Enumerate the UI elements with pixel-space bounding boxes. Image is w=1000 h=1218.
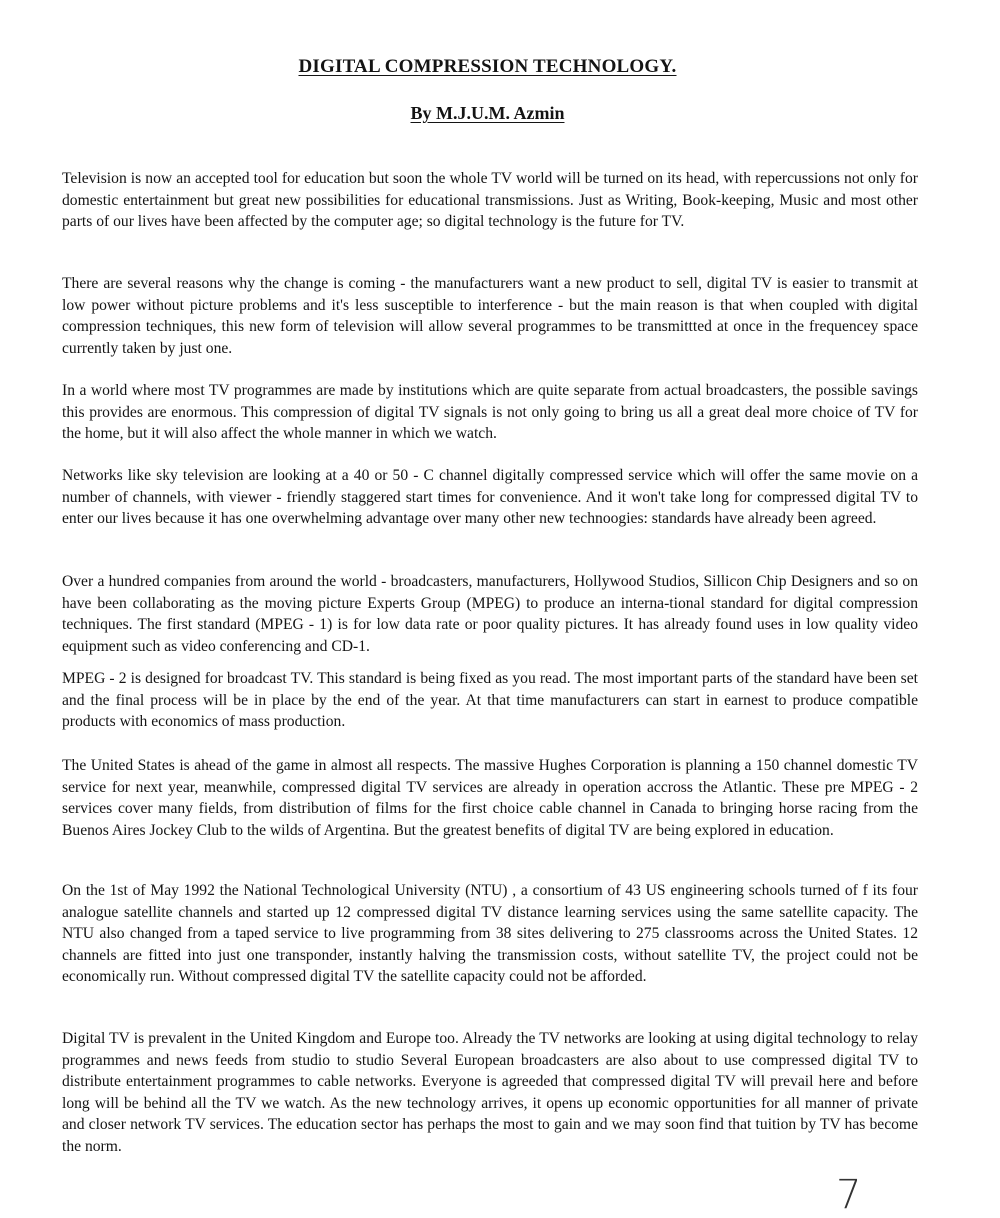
- paragraph-5: Over a hundred companies from around the world - broadcasters, manufacturers, Hollywood Studios, Sillicon Chip Designers and so on have been collaborating as the moving picture Experts Group (MPEG) to produce an interna-tional standard for digital compression techniques. The first standard (MPEG - 1) is for low data rate or poor quality pictures. It has already found uses in low quality video equipment such as video conferencing and CD-1.: [62, 573, 918, 655]
- paragraph-9: Digital TV is prevalent in the United Kingdom and Europe too. Already the TV networks are looking at using digital technology to relay programmes and news feeds from studio to studio Several European broadcasters are also about to use compressed digital TV to distribute entertainment programmes to cable networks. Everyone is agreeded that compressed digital TV will prevail here and before long will be behind all the TV we watch. As the new technology arrives, it opens up economic opportunities for all manner of private and closer network TV services. The education sector has perhaps the most to gain and we may soon find that tuition by TV has become the norm.: [62, 1030, 918, 1155]
- paragraph-1: Television is now an accepted tool for education but soon the whole TV world will be turned on its head, with repercussions not only for domestic entertainment but great new possibilities for educational transmissions. Just as Writing, Book-keeping, Music and most other parts of our lives have been affected by the computer age; so digital technology is the future for TV.: [62, 170, 918, 230]
- paragraph-6: MPEG - 2 is designed for broadcast TV. This standard is being fixed as you read. The most important parts of the standard have been set and the final process will be in place by the end of the year. At that time manufacturers can start in earnest to produce compatible products with economics of mass production.: [62, 670, 918, 730]
- paragraph-8: On the 1st of May 1992 the National Technological University (NTU) , a consortium of 43 US engineering schools turned of f its four analogue satellite channels and started up 12 compressed digital TV distance learning services using the same satellite capacity. The NTU also changed from a taped service to live programming from 38 sites delivering to 275 classrooms across the United States. 12 channels are fitted into just one transponder, instantly halving the transmission costs, without satellite TV, the project could not be economically run. Without compressed digital TV the satellite capacity could not be afforded.: [62, 882, 918, 985]
- paragraph-7: The United States is ahead of the game in almost all respects. The massive Hughes Corporation is planning a 150 channel domestic TV service for next year, meanwhile, compressed digital TV services are already in operation accross the Atlantic. These pre MPEG - 2 services cover many fields, from distribution of films for the first choice cable channel in Canada to bringing horse racing from the Buenos Aires Jockey Club to the wilds of Argentina. But the greatest benefits of digital TV are being explored in education.: [62, 757, 918, 839]
- paragraph-2: There are several reasons why the change is coming - the manufacturers want a new product to sell, digital TV is easier to transmit at low power without picture problems and it's less susceptible to interference - but the main reason is that when coupled with digital compression techniques, this new form of television will allow several programmes to be transmittted at once in the frequencey space currently taken by just one.: [62, 275, 918, 357]
- paragraph-3: In a world where most TV programmes are made by institutions which are quite separate from actual broadcasters, the possible savings this provides are enormous. This compression of digital TV signals is not only going to bring us all a great deal more choice of TV for the home, but it will also affect the whole manner in which we watch.: [62, 382, 918, 442]
- handwritten-page-number: 7: [836, 1172, 862, 1218]
- author-byline: By M.J.U.M. Azmin: [410, 103, 565, 123]
- document-title: DIGITAL COMPRESSION TECHNOLOGY.: [298, 56, 677, 77]
- paragraph-4: Networks like sky television are looking at a 40 or 50 - C channel digitally compressed service which will offer the same movie on a number of channels, with viewer - friendly staggered start times for convenience. And it won't take long for compressed digital TV to enter our lives because it has one overwhelming advantage over many other new technoogies: standards have already been agreed.: [62, 467, 918, 527]
